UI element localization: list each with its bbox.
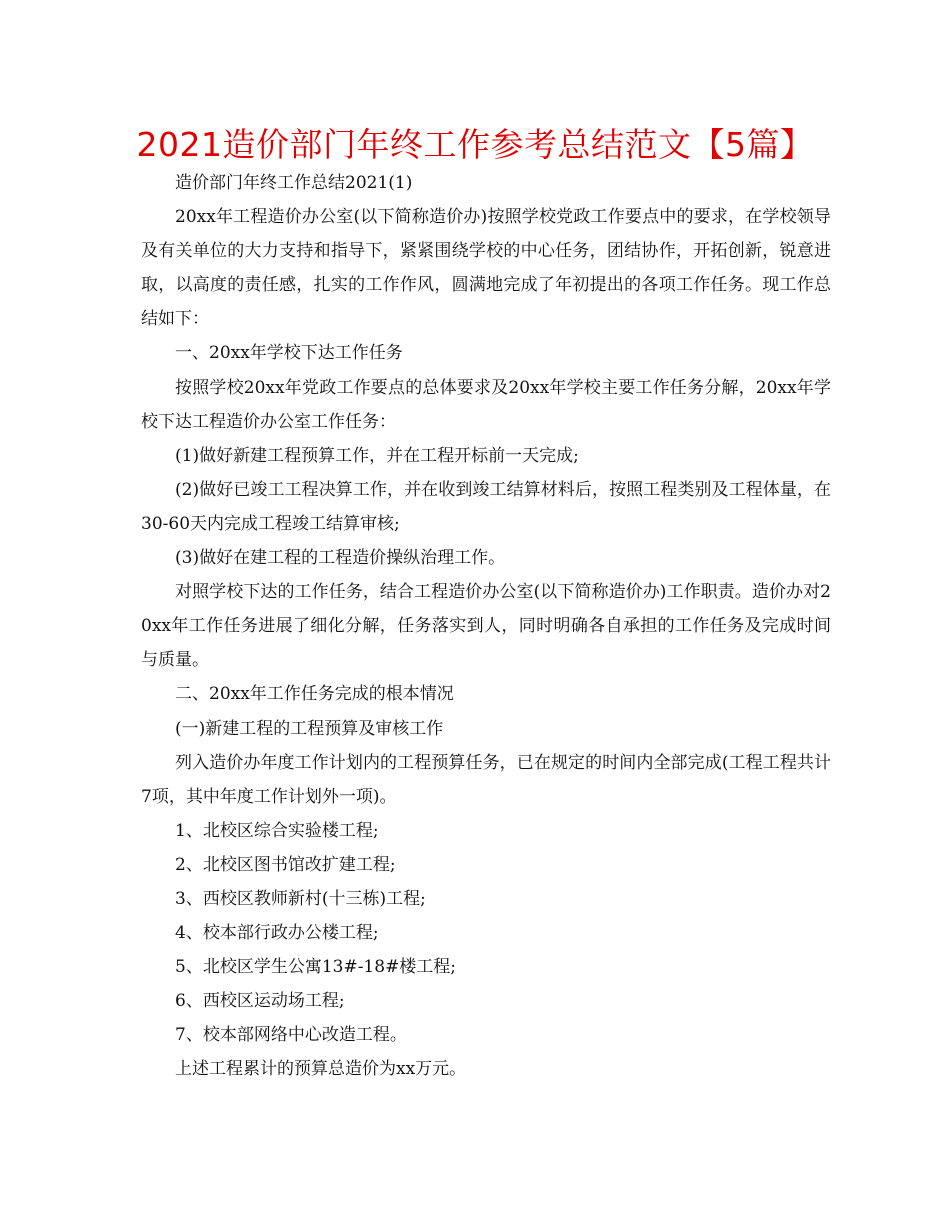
paragraph-subtitle: 造价部门年终工作总结2021(1)	[175, 173, 413, 193]
list-item: (1)做好新建工程预算工作，并在工程开标前一天完成;	[175, 445, 579, 466]
list-item: (3)做好在建工程的工程造价操纵治理工作。	[175, 548, 506, 569]
paragraph: 列入造价办年度工作计划内的工程预算任务，已在规定的时间内全部完成(工程工程共计7项，其中年度工作计划外一项)。	[141, 752, 831, 807]
paragraph-total: 上述工程累计的预算总造价为xx万元。	[175, 1059, 467, 1080]
paragraph: 对照学校下达的工作任务，结合工程造价办公室(以下简称造价办)工作职责。造价办对20xx年工作任务进展了细化分解，任务落实到人，同时明确各自承担的工作任务及完成时间与质量。	[141, 582, 831, 671]
paragraph: 按照学校20xx年党政工作要点的总体要求及20xx年学校主要工作任务分解，20xx年学校下达工程造价办公室工作任务：	[141, 377, 831, 432]
list-item: 7、校本部网络中心改造工程。	[175, 1025, 407, 1046]
list-item: 5、北校区学生公寓13#-18#楼工程;	[175, 957, 457, 978]
document-body	[141, 166, 831, 1087]
section-heading-1: 一、20xx年学校下达工作任务	[175, 343, 403, 364]
list-item: 6、西校区运动场工程;	[175, 991, 345, 1012]
list-item: 2、北校区图书馆改扩建工程;	[175, 854, 396, 875]
list-item: 1、北校区综合实验楼工程;	[175, 820, 379, 841]
document-title: 2021造价部门年终工作参考总结范文【5篇】	[136, 125, 814, 164]
list-item: 4、校本部行政办公楼工程;	[175, 923, 379, 944]
subsection-heading: (一)新建工程的工程预算及审核工作	[175, 718, 444, 739]
list-item: (2)做好已竣工工程决算工作，并在收到竣工结算材料后，按照工程类别及工程体量，在30-60天内完成工程竣工结算审核;	[141, 479, 831, 534]
section-heading-2: 二、20xx年工作任务完成的根本情况	[175, 684, 454, 705]
paragraph-intro: 20xx年工程造价办公室(以下简称造价办)按照学校党政工作要点中的要求，在学校领导及有关单位的大力支持和指导下，紧紧围绕学校的中心任务，团结协作，开拓创新，锐意进取，以高度的责任感，扎实的工作作风，圆满地完成了年初提出的各项工作任务。现工作总结如下：	[141, 207, 831, 330]
list-item: 3、西校区教师新村(十三栋)工程;	[175, 888, 426, 909]
